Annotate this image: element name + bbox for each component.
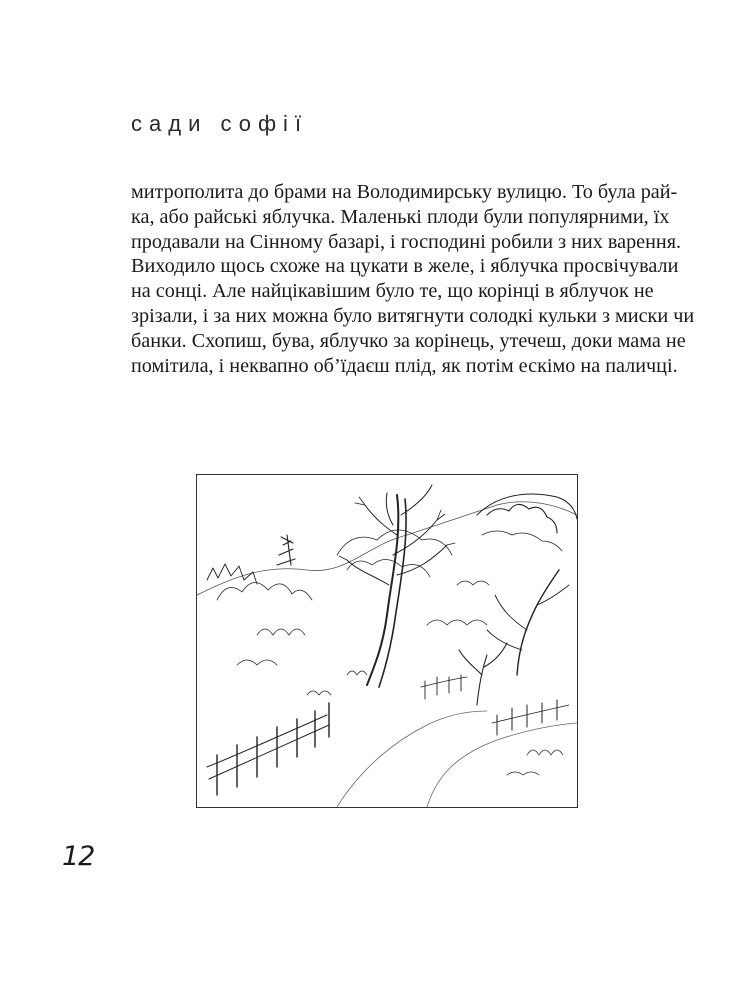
text-line: митрополита до брами на Володимирську вулицю. То була рай- [131, 181, 678, 203]
pen-sketch-icon [197, 475, 577, 807]
text-line: Виходило щось схоже на цукати в желе, і яблучка просвічували [131, 255, 679, 278]
text-line: зрізали, і за них можна було витягнути солодкі кульки з миски чи [131, 304, 695, 327]
text-line: помітила, і неквапно об’їдаєш плід, як потім ескімо на паличці. [131, 354, 678, 377]
body-paragraph [131, 180, 695, 378]
text-line: на сонці. Але найцікавішим було те, що корінці в яблучок не [131, 280, 654, 303]
running-head: сади софії [131, 111, 309, 136]
text-line: продавали на Сінному базарі, і господині робили з них варення. [131, 230, 682, 253]
text-line: ка, або райські яблучка. Маленькі плоди були популярними, їх [131, 205, 670, 228]
page-number: 12 [62, 841, 95, 872]
text-line: банки. Схопиш, бува, яблучко за корінець, утечеш, доки мама не [131, 329, 686, 352]
garden-sketch-illustration [196, 474, 578, 808]
